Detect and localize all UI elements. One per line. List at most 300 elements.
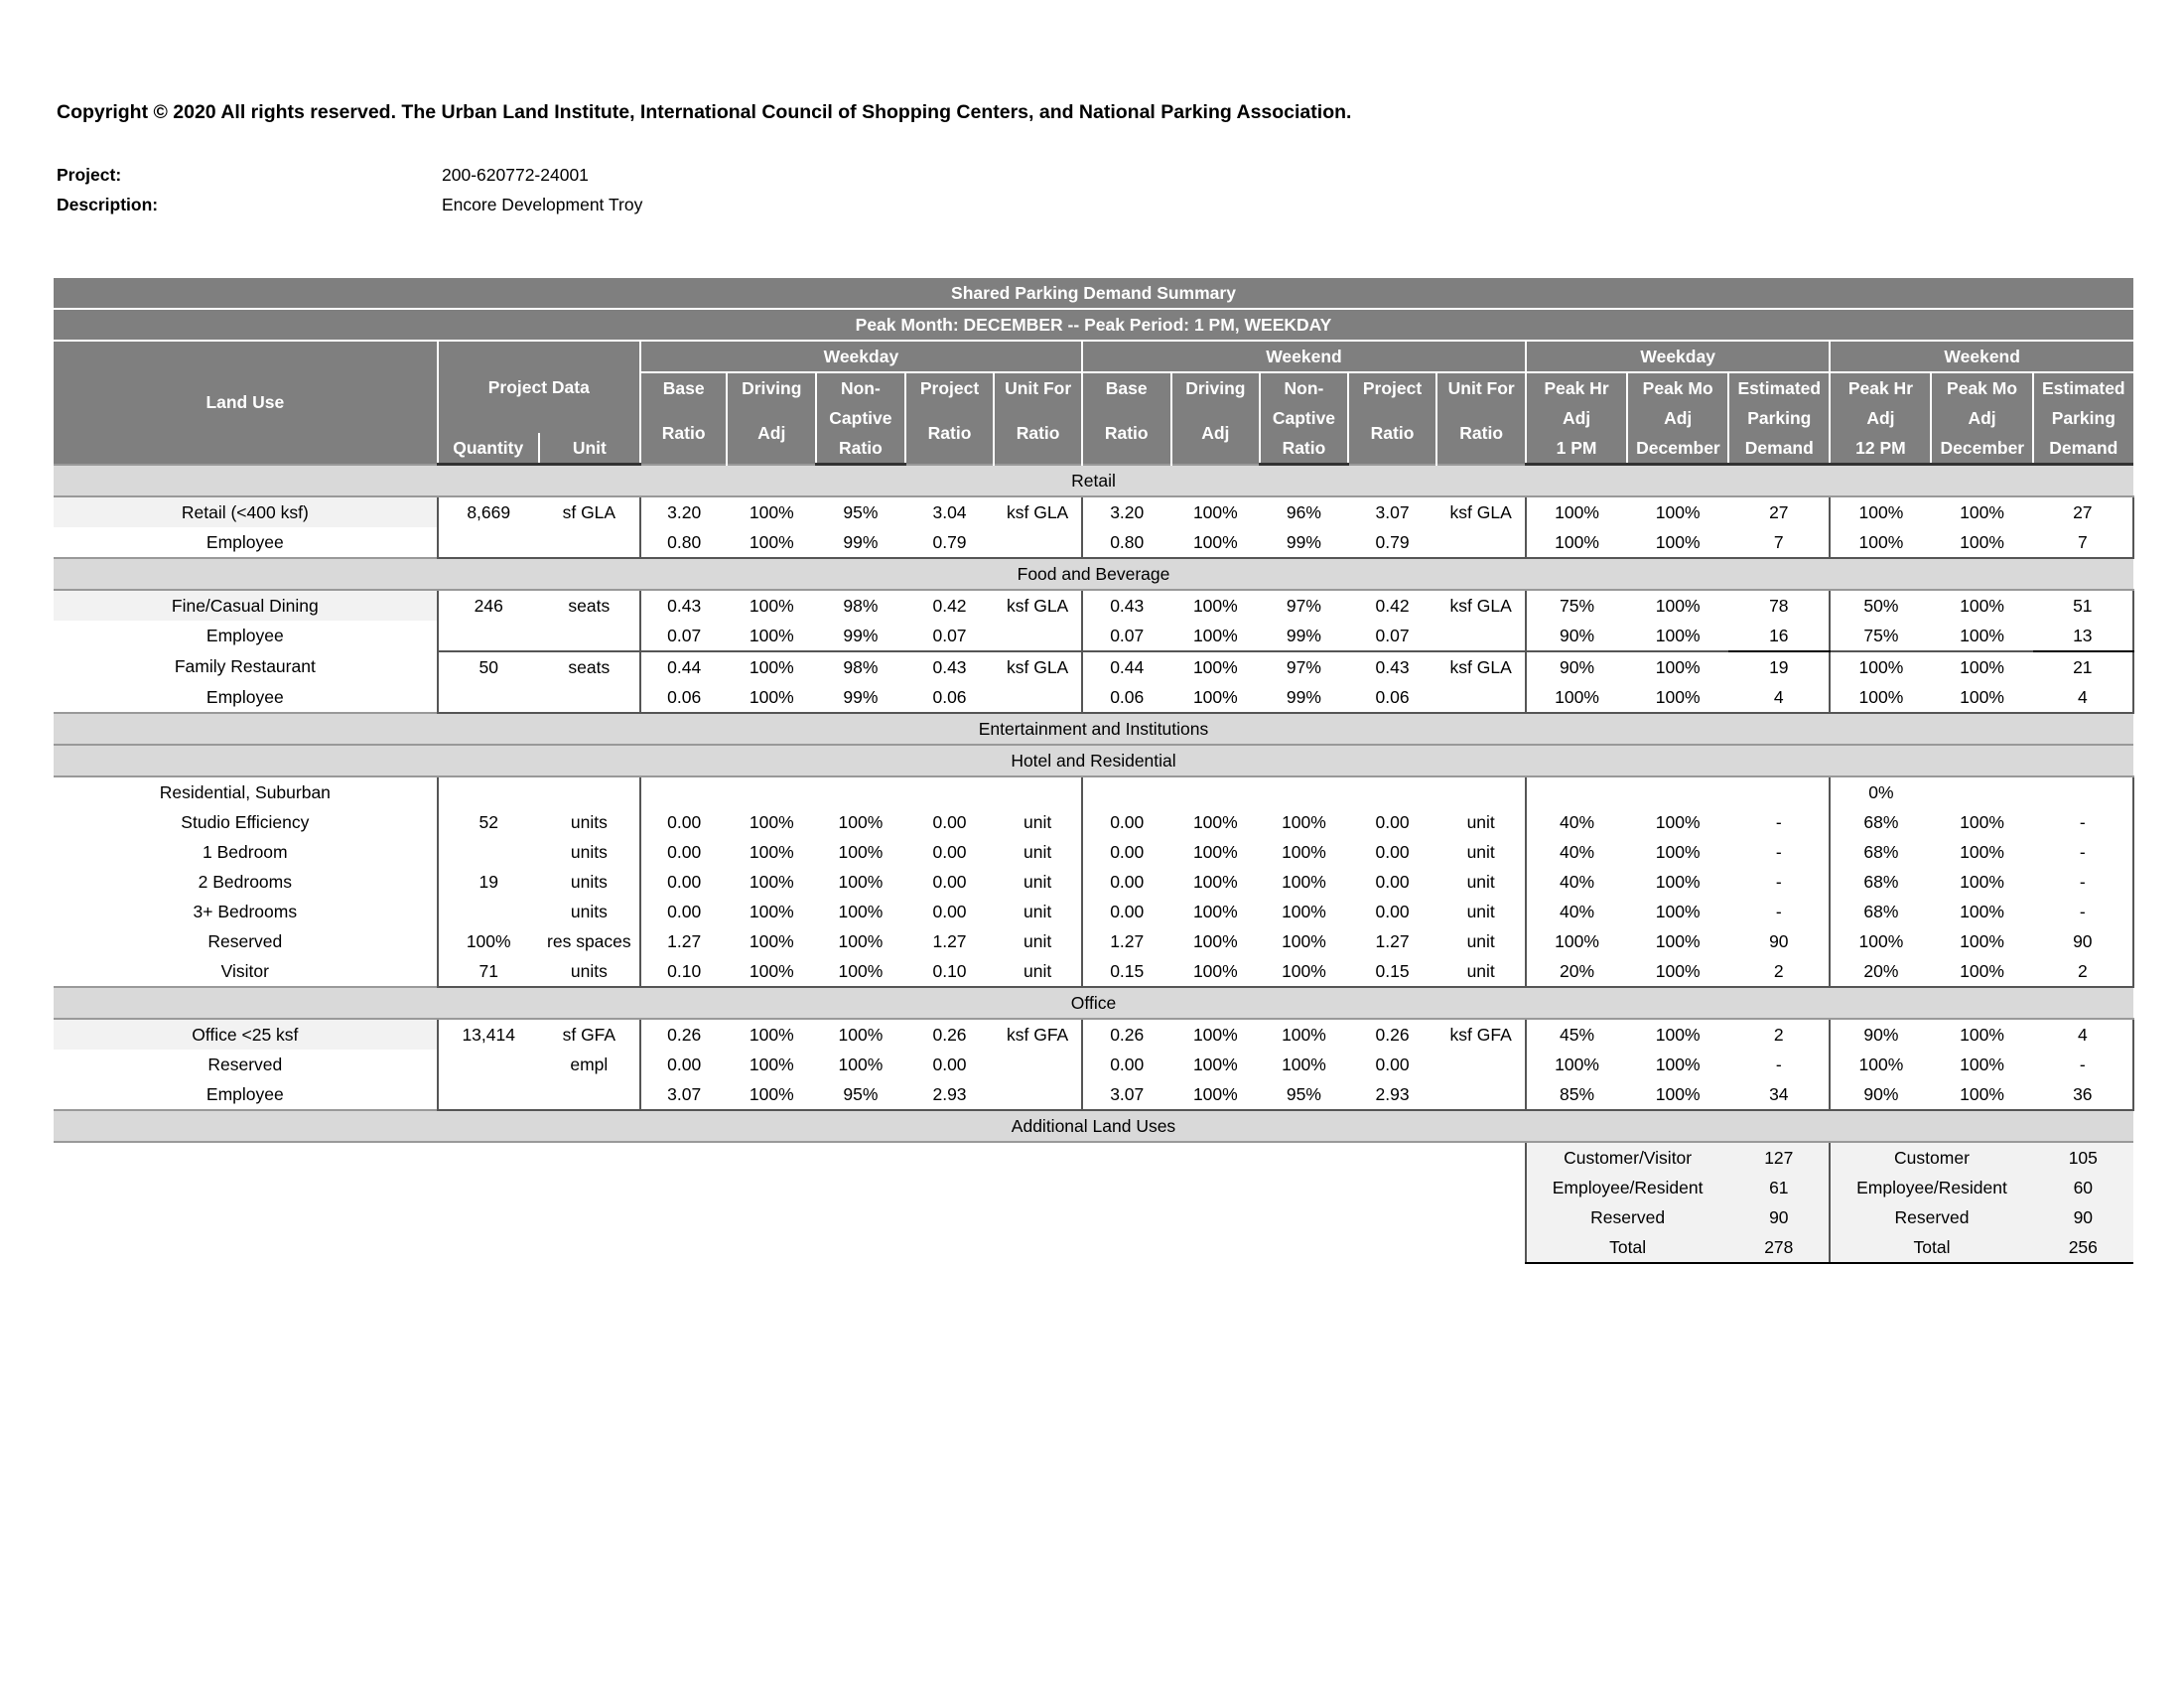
cell-office_res-8: 0.00 <box>1082 1050 1171 1079</box>
weekend-project-ratio-label-1: Project <box>1348 372 1437 403</box>
cell-fine-14: 100% <box>1627 590 1728 621</box>
table-row <box>54 926 2133 956</box>
cell-bed1-1 <box>438 837 539 867</box>
cell-studio-3: 0.00 <box>640 807 728 837</box>
cell-retail_emp-18: 7 <box>2033 527 2133 558</box>
cell-bed2-16: 68% <box>1830 867 1931 897</box>
cell-office_emp-5: 95% <box>816 1079 905 1110</box>
section-food: Food and Beverage <box>54 558 2133 590</box>
totals-spacer <box>54 1202 1526 1232</box>
cell-fine_emp-13: 90% <box>1526 621 1627 651</box>
cell-studio-18: - <box>2033 807 2133 837</box>
cell-office-15: 2 <box>1728 1019 1830 1050</box>
weekend-peak-hr-label-1: Peak Hr <box>1830 372 1931 403</box>
cell-fine-9: 100% <box>1171 590 1261 621</box>
peak-row <box>54 309 2133 341</box>
cell-fine-7: ksf GLA <box>994 590 1082 621</box>
cell-retail_emp-16: 100% <box>1830 527 1931 558</box>
cell-retail-13: 100% <box>1526 496 1627 527</box>
cell-retail_emp-6: 0.79 <box>905 527 995 558</box>
cell-bed3-10: 100% <box>1282 901 1326 921</box>
cell-studio-16: 68% <box>1830 807 1931 837</box>
cell-studio-8: 0.00 <box>1082 807 1171 837</box>
cell-office_emp-16: 90% <box>1830 1079 1931 1110</box>
cell-bed2-17: 100% <box>1960 871 2004 892</box>
cell-retail-7: ksf GLA <box>994 496 1082 527</box>
cell-fine_emp-15: 16 <box>1728 621 1830 651</box>
cell-bed3-5: 100% <box>838 901 884 921</box>
cell-bed1-0: 1 Bedroom <box>203 841 288 862</box>
weekday-total-label: Reserved <box>1526 1202 1728 1232</box>
weekend-total-value: 256 <box>2033 1232 2133 1263</box>
cell-office_res-7 <box>994 1050 1082 1079</box>
cell-fine-2: seats <box>539 590 640 621</box>
cell-office_res-15: - <box>1775 1054 1782 1074</box>
cell-family_emp-6: 0.06 <box>905 682 995 713</box>
section-row <box>54 558 2133 590</box>
cell-bed3-15: - <box>1775 901 1782 921</box>
cell-res-14 <box>1627 776 1728 807</box>
weekend-demand-header: Weekend <box>1830 341 2133 372</box>
table-row <box>54 621 2133 651</box>
cell-res_reserved-1: 100% <box>438 926 539 956</box>
weekday-project-ratio-label-1: Project <box>905 372 995 403</box>
cell-fine_emp-5: 99% <box>843 625 879 645</box>
cell-bed2-0: 2 Bedrooms <box>198 871 292 892</box>
cell-fine-18: 51 <box>2033 590 2133 621</box>
cell-visitor-13: 20% <box>1526 956 1627 987</box>
cell-office_res-4: 100% <box>749 1054 794 1074</box>
quantity-header: Quantity <box>438 433 539 465</box>
cell-office_res-16: 100% <box>1830 1050 1931 1079</box>
cell-res-5 <box>816 776 905 807</box>
table-row <box>54 1019 2133 1050</box>
project-line <box>57 165 589 186</box>
section-retail: Retail <box>54 465 2133 497</box>
cell-family-14: 100% <box>1627 651 1728 682</box>
cell-family-9: 100% <box>1171 651 1261 682</box>
table-row <box>54 682 2133 713</box>
cell-res_reserved-9: 100% <box>1192 930 1238 951</box>
cell-fine-5: 98% <box>816 590 905 621</box>
cell-visitor-15: 2 <box>1728 956 1830 987</box>
cell-office-5: 100% <box>816 1019 905 1050</box>
cell-visitor-0: Visitor <box>220 960 269 981</box>
cell-family_emp-9: 100% <box>1171 682 1261 713</box>
cell-retail_emp-0: Employee <box>205 531 284 552</box>
cell-retail-5: 95% <box>816 496 905 527</box>
cell-office_emp-0: Employee <box>205 1083 284 1104</box>
cell-bed3-11: 0.00 <box>1375 901 1410 921</box>
table-row <box>54 590 2133 621</box>
cell-office_res-17: 100% <box>1960 1054 2004 1074</box>
weekend-base-ratio-label-1: Base <box>1082 372 1171 403</box>
weekend-non-captive-ratio-label-2: Captive <box>1260 403 1348 433</box>
cell-fine_emp-1 <box>438 621 539 651</box>
group-header-row <box>54 341 2133 372</box>
cell-retail_emp-8: 0.80 <box>1082 527 1171 558</box>
cell-bed2-9: 100% <box>1192 871 1238 892</box>
cell-office-10: 100% <box>1260 1019 1348 1050</box>
cell-fine_emp-3: 0.07 <box>640 621 728 651</box>
cell-fine_emp-17: 100% <box>1960 625 2004 645</box>
cell-visitor-4: 100% <box>727 956 816 987</box>
weekday-total-value: 127 <box>1728 1142 1830 1173</box>
cell-family_emp-4: 100% <box>727 682 816 713</box>
cell-retail_emp-14: 100% <box>1627 527 1728 558</box>
cell-office-13: 45% <box>1526 1019 1627 1050</box>
cell-office_emp-10: 95% <box>1260 1079 1348 1110</box>
cell-bed2-8: 0.00 <box>1082 867 1171 897</box>
cell-family_emp-11: 0.06 <box>1348 682 1437 713</box>
cell-bed2-10: 100% <box>1282 871 1326 892</box>
cell-bed2-13: 40% <box>1526 867 1627 897</box>
cell-family_emp-13: 100% <box>1526 682 1627 713</box>
cell-family-6: 0.43 <box>905 651 995 682</box>
cell-visitor-11: 0.15 <box>1348 956 1437 987</box>
cell-family-11: 0.43 <box>1348 651 1437 682</box>
cell-retail-6: 3.04 <box>905 496 995 527</box>
cell-res-3 <box>640 776 728 807</box>
cell-bed3-7: unit <box>1024 901 1052 921</box>
cell-studio-10: 100% <box>1282 811 1326 832</box>
weekend-driving-adj-label-1: Driving <box>1171 372 1261 403</box>
cell-visitor-5: 100% <box>816 956 905 987</box>
cell-retail-14: 100% <box>1627 496 1728 527</box>
cell-family_emp-1 <box>438 682 539 713</box>
cell-visitor-18: 2 <box>2033 956 2133 987</box>
cell-bed1-2: units <box>570 841 608 862</box>
cell-visitor-7: unit <box>994 956 1082 987</box>
cell-res-6 <box>905 776 995 807</box>
section-row <box>54 1110 2133 1142</box>
cell-bed2-14: 100% <box>1655 871 1701 892</box>
table-row <box>54 1079 2133 1110</box>
cell-bed1-8: 0.00 <box>1082 837 1171 867</box>
cell-retail-12: ksf GLA <box>1436 496 1526 527</box>
table-title-row <box>54 278 2133 309</box>
weekday-base-ratio-label-2: Ratio <box>640 403 728 465</box>
table-row <box>54 776 2133 807</box>
cell-bed2-18: - <box>2033 867 2133 897</box>
cell-bed3-1 <box>438 897 539 926</box>
cell-bed2-2: units <box>570 871 608 892</box>
totals-spacer <box>54 1142 1526 1173</box>
project-label: Project: <box>57 165 122 185</box>
cell-fine_emp-10: 99% <box>1286 625 1321 645</box>
description-line <box>57 195 642 215</box>
cell-visitor-1: 71 <box>438 956 539 987</box>
weekday-driving-adj-label-2: Adj <box>727 403 816 465</box>
cell-office_res-1 <box>438 1050 539 1079</box>
totals-row <box>54 1142 2133 1173</box>
cell-office-12: ksf GFA <box>1436 1019 1526 1050</box>
weekday-est-demand-label-3: Demand <box>1728 433 1830 465</box>
cell-fine-10: 97% <box>1260 590 1348 621</box>
cell-retail-16: 100% <box>1830 496 1931 527</box>
cell-office-14: 100% <box>1627 1019 1728 1050</box>
section-row <box>54 987 2133 1019</box>
cell-retail-3: 3.20 <box>640 496 728 527</box>
cell-res_reserved-0: Reserved <box>207 930 283 951</box>
cell-res_reserved-18: 90 <box>2033 926 2133 956</box>
weekend-est-demand-label-1: Estimated <box>2033 372 2133 403</box>
cell-family-8: 0.44 <box>1082 651 1171 682</box>
cell-fine-0: Fine/Casual Dining <box>54 590 438 621</box>
weekend-total-label: Customer <box>1830 1142 2032 1173</box>
cell-res_reserved-6: 1.27 <box>932 930 967 951</box>
cell-office_res-18: - <box>2033 1050 2133 1079</box>
cell-visitor-17: 100% <box>1931 956 2032 987</box>
cell-retail-17: 100% <box>1931 496 2032 527</box>
cell-bed3-8: 0.00 <box>1082 897 1171 926</box>
project-value: 200-620772-24001 <box>442 165 589 185</box>
cell-family-12: ksf GLA <box>1436 651 1526 682</box>
cell-retail_emp-11: 0.79 <box>1348 527 1437 558</box>
cell-res_reserved-8: 1.27 <box>1082 926 1171 956</box>
weekday-demand-header: Weekday <box>1526 341 1830 372</box>
cell-office_emp-11: 2.93 <box>1348 1079 1437 1110</box>
cell-fine_emp-16: 75% <box>1830 621 1931 651</box>
cell-res-4 <box>727 776 816 807</box>
cell-res-15 <box>1728 776 1830 807</box>
cell-bed3-17: 100% <box>1960 901 2004 921</box>
cell-retail-4: 100% <box>727 496 816 527</box>
weekend-unit-for-ratio-label-2: Ratio <box>1436 403 1526 465</box>
cell-family-3: 0.44 <box>640 651 728 682</box>
cell-res-0: Residential, Suburban <box>159 781 331 802</box>
cell-office_emp-15: 34 <box>1728 1079 1830 1110</box>
cell-retail_emp-12 <box>1436 527 1526 558</box>
cell-visitor-2: units <box>539 956 640 987</box>
cell-visitor-9: 100% <box>1171 956 1261 987</box>
cell-office_emp-12 <box>1436 1079 1526 1110</box>
cell-res_reserved-13: 100% <box>1526 926 1627 956</box>
cell-bed3-2: units <box>570 901 608 921</box>
cell-bed2-12: unit <box>1466 871 1495 892</box>
cell-office_emp-1 <box>438 1079 539 1110</box>
section-office: Office <box>54 987 2133 1019</box>
cell-family_emp-16: 100% <box>1830 682 1931 713</box>
cell-family-2: seats <box>539 651 640 682</box>
cell-family-7: ksf GLA <box>994 651 1082 682</box>
unit-header: Unit <box>539 433 640 465</box>
cell-office-2: sf GFA <box>539 1019 640 1050</box>
cell-fine-3: 0.43 <box>640 590 728 621</box>
cell-office-17: 100% <box>1931 1019 2032 1050</box>
cell-res-2 <box>539 776 640 807</box>
table-title: Shared Parking Demand Summary <box>54 278 2133 309</box>
cell-bed2-5: 100% <box>838 871 884 892</box>
cell-office-7: ksf GFA <box>994 1019 1082 1050</box>
cell-office_emp-7 <box>994 1079 1082 1110</box>
cell-office_res-11: 0.00 <box>1375 1054 1410 1074</box>
weekend-peak-hour: 12 PM <box>1830 433 1931 465</box>
cell-office_emp-18: 36 <box>2033 1079 2133 1110</box>
cell-bed2-11: 0.00 <box>1375 871 1410 892</box>
cell-office_res-14: 100% <box>1655 1054 1701 1074</box>
cell-visitor-6: 0.10 <box>905 956 995 987</box>
cell-family-15: 19 <box>1728 651 1830 682</box>
cell-fine-4: 100% <box>727 590 816 621</box>
cell-res-9 <box>1171 776 1261 807</box>
weekday-est-demand-label-2: Parking <box>1728 403 1830 433</box>
cell-family_emp-2 <box>539 682 640 713</box>
cell-res_reserved-14: 100% <box>1655 930 1701 951</box>
cell-retail_emp-1 <box>438 527 539 558</box>
cell-studio-9: 100% <box>1192 811 1238 832</box>
cell-retail_emp-5: 99% <box>816 527 905 558</box>
totals-row <box>54 1173 2133 1202</box>
cell-fine-16: 50% <box>1830 590 1931 621</box>
cell-res-18 <box>2033 776 2133 807</box>
cell-bed1-13: 40% <box>1526 837 1627 867</box>
cell-res-12 <box>1436 776 1526 807</box>
cell-visitor-14: 100% <box>1627 956 1728 987</box>
cell-bed3-6: 0.00 <box>932 901 967 921</box>
cell-res_reserved-7: unit <box>1024 930 1052 951</box>
weekday-peak-hr-label-1: Peak Hr <box>1526 372 1627 403</box>
table-row <box>54 867 2133 897</box>
cell-fine_emp-9: 100% <box>1192 625 1238 645</box>
weekend-driving-adj-label-2: Adj <box>1171 403 1261 465</box>
cell-retail_emp-13: 100% <box>1526 527 1627 558</box>
table-row <box>54 897 2133 926</box>
weekend-non-captive-ratio-label-3: Ratio <box>1260 433 1348 465</box>
cell-retail_emp-9: 100% <box>1171 527 1261 558</box>
cell-fine-11: 0.42 <box>1348 590 1437 621</box>
cell-res-16: 0% <box>1830 776 1931 807</box>
cell-bed1-7: unit <box>1024 841 1052 862</box>
cell-bed1-5: 100% <box>838 841 884 862</box>
cell-bed2-15: - <box>1775 871 1782 892</box>
cell-bed1-9: 100% <box>1192 841 1238 862</box>
table-row <box>54 807 2133 837</box>
weekend-total-value: 60 <box>2033 1173 2133 1202</box>
weekend-base-ratio-label-2: Ratio <box>1082 403 1171 465</box>
cell-fine_emp-4: 100% <box>749 625 794 645</box>
cell-office_res-3: 0.00 <box>640 1050 728 1079</box>
weekday-total-label: Total <box>1526 1232 1728 1263</box>
cell-family_emp-12 <box>1436 682 1526 713</box>
weekend-total-value: 90 <box>2033 1202 2133 1232</box>
cell-family-1: 50 <box>438 651 539 682</box>
weekday-total-value: 61 <box>1728 1173 1830 1202</box>
cell-bed1-4: 100% <box>749 841 794 862</box>
cell-office-6: 0.26 <box>905 1019 995 1050</box>
cell-bed2-4: 100% <box>749 871 794 892</box>
cell-office_res-5: 100% <box>838 1054 884 1074</box>
cell-bed2-6: 0.00 <box>932 871 967 892</box>
weekend-total-value: 105 <box>2033 1142 2133 1173</box>
cell-retail-9: 100% <box>1171 496 1261 527</box>
peak-period: Peak Month: DECEMBER -- Peak Period: 1 PM, WEEKDAY <box>54 309 2133 341</box>
cell-bed3-16: 68% <box>1830 897 1931 926</box>
cell-bed3-0: 3+ Bedrooms <box>193 901 298 921</box>
weekday-driving-adj-label-1: Driving <box>727 372 816 403</box>
cell-res-17 <box>1931 776 2032 807</box>
cell-office_res-13: 100% <box>1526 1050 1627 1079</box>
cell-fine_emp-8: 0.07 <box>1082 621 1171 651</box>
cell-visitor-8: 0.15 <box>1082 956 1171 987</box>
cell-studio-17: 100% <box>1960 811 2004 832</box>
cell-office_emp-8: 3.07 <box>1082 1079 1171 1110</box>
cell-bed1-16: 68% <box>1830 837 1931 867</box>
cell-retail-18: 27 <box>2033 496 2133 527</box>
cell-office_emp-4: 100% <box>727 1079 816 1110</box>
cell-family_emp-0: Employee <box>205 686 284 707</box>
cell-family_emp-14: 100% <box>1627 682 1728 713</box>
cell-visitor-16: 20% <box>1830 956 1931 987</box>
cell-office-4: 100% <box>727 1019 816 1050</box>
weekday-total-label: Employee/Resident <box>1526 1173 1728 1202</box>
cell-family_emp-7 <box>994 682 1082 713</box>
cell-office_res-12 <box>1436 1050 1526 1079</box>
cell-retail-8: 3.20 <box>1082 496 1171 527</box>
cell-bed3-3: 0.00 <box>640 897 728 926</box>
cell-res_reserved-11: 1.27 <box>1375 930 1410 951</box>
cell-fine-6: 0.42 <box>905 590 995 621</box>
cell-res_reserved-5: 100% <box>838 930 884 951</box>
cell-retail-10: 96% <box>1260 496 1348 527</box>
weekend-est-demand-label-3: Demand <box>2033 433 2133 465</box>
table-row <box>54 496 2133 527</box>
shared-parking-table <box>54 278 2134 1264</box>
totals-row <box>54 1232 2133 1263</box>
weekend-peak-month: December <box>1931 433 2032 465</box>
cell-office-9: 100% <box>1171 1019 1261 1050</box>
weekday-peak-hr-label-2: Adj <box>1526 403 1627 433</box>
cell-studio-11: 0.00 <box>1375 811 1410 832</box>
table-row <box>54 1050 2133 1079</box>
weekend-peak-hr-label-2: Adj <box>1830 403 1931 433</box>
cell-visitor-12: unit <box>1436 956 1526 987</box>
cell-res_reserved-3: 1.27 <box>640 926 728 956</box>
cell-family-10: 97% <box>1260 651 1348 682</box>
weekday-base-ratio-label-1: Base <box>640 372 728 403</box>
weekday-non-captive-ratio-label-1: Non- <box>816 372 905 403</box>
weekday-est-demand-label-1: Estimated <box>1728 372 1830 403</box>
weekday-unit-for-ratio-label-2: Ratio <box>994 403 1082 465</box>
cell-fine_emp-18: 13 <box>2033 621 2133 651</box>
cell-bed2-7: unit <box>1024 871 1052 892</box>
totals-row <box>54 1202 2133 1232</box>
weekday-total-label: Customer/Visitor <box>1526 1142 1728 1173</box>
cell-fine-13: 75% <box>1526 590 1627 621</box>
cell-retail_emp-4: 100% <box>727 527 816 558</box>
weekend-total-label: Total <box>1830 1232 2032 1263</box>
cell-fine_emp-12 <box>1436 621 1526 651</box>
cell-studio-1: 52 <box>438 807 539 837</box>
cell-fine_emp-11: 0.07 <box>1375 625 1410 645</box>
weekday-peak-mo-label-1: Peak Mo <box>1627 372 1728 403</box>
weekday-peak-mo-label-2: Adj <box>1627 403 1728 433</box>
section-entertainment: Entertainment and Institutions <box>54 713 2133 745</box>
weekend-ratio-header: Weekend <box>1082 341 1526 372</box>
cell-retail_emp-17: 100% <box>1931 527 2032 558</box>
cell-res-8 <box>1082 776 1171 807</box>
cell-res_reserved-4: 100% <box>749 930 794 951</box>
table-row <box>54 837 2133 867</box>
cell-bed3-9: 100% <box>1192 901 1238 921</box>
cell-bed3-4: 100% <box>749 901 794 921</box>
cell-office_res-0: Reserved <box>207 1054 283 1074</box>
weekend-total-label: Reserved <box>1830 1202 2032 1232</box>
cell-family-17: 100% <box>1931 651 2032 682</box>
cell-family_emp-17: 100% <box>1931 682 2032 713</box>
cell-office_emp-3: 3.07 <box>640 1079 728 1110</box>
weekday-unit-for-ratio-label-1: Unit For <box>994 372 1082 403</box>
